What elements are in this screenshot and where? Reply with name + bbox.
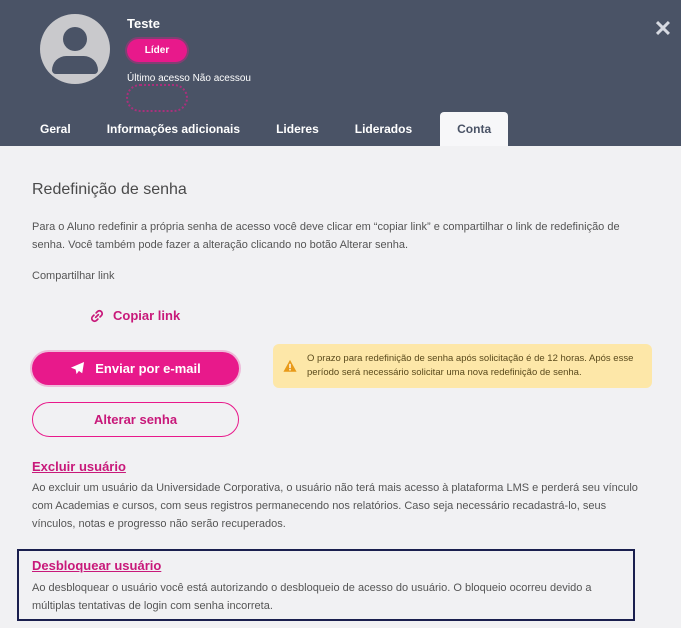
user-name: Teste (127, 16, 160, 31)
profile-header (0, 0, 681, 146)
copy-link-button[interactable] (90, 308, 180, 323)
delete-user-link[interactable]: Excluir usuário (32, 459, 126, 474)
password-reset-title: Redefinição de senha (32, 181, 187, 198)
paper-plane-icon (70, 361, 85, 376)
role-badge: Líder (127, 39, 187, 62)
warning-text: O prazo para redefinição de senha após solicitação é de 12 horas. Após esse período será necessário solicitar uma nova redefinição de senha. (307, 353, 634, 378)
change-password-button[interactable]: Alterar senha (32, 402, 239, 437)
unblock-user-link[interactable]: Desbloquear usuário (32, 558, 162, 573)
avatar-icon (40, 14, 110, 84)
warning-triangle-icon (283, 359, 297, 373)
unblock-user-description: Ao desbloquear o usuário você está autorizando o desbloqueio de acesso do usuário. O bloqueio ocorreu devido a múltiplas tentativas de login com senha incorreta. (32, 582, 592, 612)
close-icon[interactable]: ✕ (653, 16, 673, 41)
tab-liderados[interactable]: Liderados (354, 122, 413, 136)
last-access-text: Último acesso Não acessou (127, 73, 251, 84)
tab-geral[interactable]: Geral (40, 122, 71, 136)
link-icon (90, 309, 104, 323)
share-link-label: Compartilhar link (32, 270, 115, 282)
warning-alert (273, 344, 652, 388)
focus-outline (126, 84, 188, 112)
tab-informacoes-adicionais[interactable]: Informações adicionais (106, 122, 241, 136)
account-panel (0, 146, 681, 628)
password-reset-description: Para o Aluno redefinir a própria senha de acesso você deve clicar em “copiar link” e compartilhar o link de redefinição de senha. Você também pode fazer a alteração clicando no botão Alterar senha. (32, 221, 620, 251)
unblock-user-section (17, 549, 635, 621)
send-email-button[interactable] (32, 352, 239, 385)
copy-link-label: Copiar link (113, 308, 181, 323)
send-email-label: Enviar por e-mail (95, 361, 201, 376)
tab-conta[interactable]: Conta (440, 112, 508, 146)
delete-user-description: Ao excluir um usuário da Universidade Corporativa, o usuário não terá mais acesso à plataforma LMS e perderá seu vínculo com Academias e cursos, com seus registros permanecendo nos relatórios. Caso seja necessário recadastrá-lo, seus vínculos, notas e progresso não serão recuperados. (32, 482, 638, 530)
profile-tabs (22, 112, 508, 146)
tab-lideres[interactable]: Lideres (276, 122, 319, 136)
